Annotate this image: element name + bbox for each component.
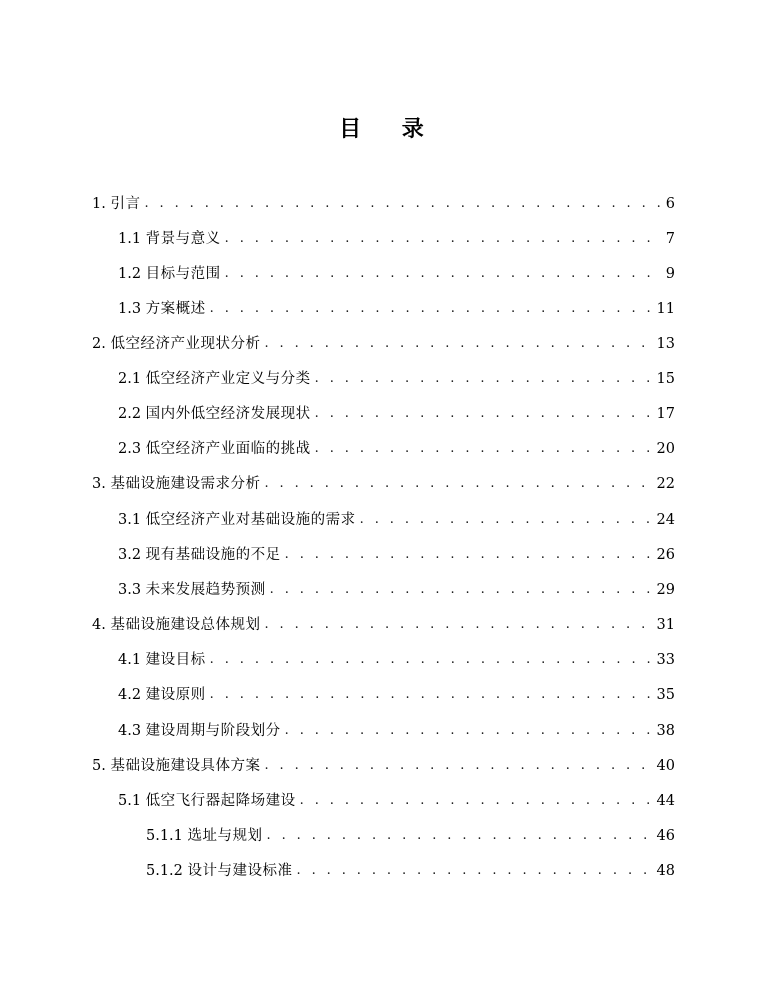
toc-entry-page: 17 (656, 406, 675, 422)
toc-entry-4-3[interactable] (118, 719, 675, 743)
toc-entry-number: 2. (92, 336, 111, 352)
toc-dot-leader (300, 789, 651, 813)
toc-entry-3-2[interactable] (118, 543, 675, 567)
toc-entry-number: 2.3 (118, 441, 146, 457)
toc-dot-leader (210, 683, 651, 707)
toc-entry-3[interactable] (92, 472, 675, 496)
toc-entry-number: 3.1 (118, 512, 146, 528)
toc-entry-title: 建设周期与阶段划分 (145, 723, 281, 739)
toc-entry-page: 44 (656, 793, 675, 809)
toc-dot-leader (264, 472, 650, 496)
toc-entry-page: 11 (656, 301, 675, 317)
toc-entry-number: 1.1 (118, 231, 146, 247)
toc-entry-title: 基础设施建设总体规划 (110, 617, 261, 633)
toc-entry-number: 5.1 (118, 793, 146, 809)
toc-entry-page: 22 (656, 476, 675, 492)
toc-entry-title: 选址与规划 (187, 828, 263, 844)
toc-entry-number: 2.2 (118, 406, 146, 422)
toc-entry-page: 33 (656, 652, 675, 668)
toc-entry-page: 26 (656, 547, 675, 563)
toc-entry-5-1-1[interactable] (146, 824, 675, 848)
toc-entry-number: 3. (92, 476, 111, 492)
toc-entry-title: 低空经济产业面临的挑战 (145, 441, 311, 457)
toc-entry-5[interactable] (92, 754, 675, 778)
toc-title: 目 录 (339, 117, 426, 142)
toc-entry-1[interactable] (92, 192, 675, 216)
toc-entry-page: 46 (656, 828, 675, 844)
toc-dot-leader (225, 262, 660, 286)
toc-dot-leader (225, 227, 660, 251)
toc-entry-number: 1.2 (118, 266, 146, 282)
toc-entry-number: 5.1.1 (146, 828, 188, 844)
toc-entry-1-1[interactable] (118, 227, 675, 251)
toc-entry-title: 设计与建设标准 (187, 863, 293, 879)
toc-entry-1-3[interactable] (118, 297, 675, 321)
toc-entry-4-2[interactable] (118, 683, 675, 707)
toc-entry-5-1-2[interactable] (146, 859, 675, 883)
toc-entry-page: 6 (665, 196, 675, 212)
toc-dot-leader (315, 437, 651, 461)
toc-entry-page: 13 (656, 336, 675, 352)
toc-entry-page: 20 (656, 441, 675, 457)
toc-dot-leader (264, 754, 650, 778)
toc-entry-4[interactable] (92, 613, 675, 637)
toc-entry-3-3[interactable] (118, 578, 675, 602)
toc-entry-number: 3.3 (118, 582, 146, 598)
toc-entry-1-2[interactable] (118, 262, 675, 286)
toc-entry-number: 4.3 (118, 723, 146, 739)
toc-entry-title: 背景与意义 (145, 231, 221, 247)
toc-entry-page: 15 (656, 371, 675, 387)
toc-entry-page: 7 (665, 231, 675, 247)
toc-entry-2-1[interactable] (118, 367, 675, 391)
toc-entry-page: 40 (656, 758, 675, 774)
toc-entry-title: 方案概述 (145, 301, 206, 317)
toc-dot-leader (267, 824, 651, 848)
toc-entry-page: 48 (656, 863, 675, 879)
toc-entry-title: 引言 (110, 196, 141, 212)
toc-dot-leader (360, 508, 651, 532)
toc-entry-number: 1. (92, 196, 111, 212)
toc-entry-number: 4.1 (118, 652, 146, 668)
toc-dot-leader (264, 613, 650, 637)
toc-entry-title: 低空飞行器起降场建设 (145, 793, 296, 809)
toc-entry-number: 1.3 (118, 301, 146, 317)
toc-entry-title: 低空经济产业定义与分类 (145, 371, 311, 387)
toc-entry-title: 国内外低空经济发展现状 (145, 406, 311, 422)
toc-entry-page: 29 (656, 582, 675, 598)
toc-entry-3-1[interactable] (118, 508, 675, 532)
toc-entry-number: 3.2 (118, 547, 146, 563)
toc-entry-page: 9 (665, 266, 675, 282)
toc-dot-leader (264, 332, 650, 356)
toc-dot-leader (315, 367, 651, 391)
toc-entry-title: 未来发展趋势预测 (145, 582, 266, 598)
toc-dot-leader (285, 719, 651, 743)
toc-entry-title: 低空经济产业对基础设施的需求 (145, 512, 356, 528)
toc-entry-title: 现有基础设施的不足 (145, 547, 281, 563)
toc-entry-number: 5.1.2 (146, 863, 188, 879)
toc-entry-4-1[interactable] (118, 648, 675, 672)
toc-entry-number: 4.2 (118, 687, 146, 703)
toc-entry-number: 4. (92, 617, 111, 633)
toc-dot-leader (297, 859, 651, 883)
toc-entry-title: 基础设施建设具体方案 (110, 758, 261, 774)
toc-dot-leader (285, 543, 651, 567)
toc-entry-title: 低空经济产业现状分析 (110, 336, 261, 352)
toc-entry-5-1[interactable] (118, 789, 675, 813)
toc-entry-title: 建设目标 (145, 652, 206, 668)
toc-dot-leader (315, 402, 651, 426)
toc-entry-number: 5. (92, 758, 111, 774)
toc-dot-leader (270, 578, 651, 602)
toc-entry-number: 2.1 (118, 371, 146, 387)
toc-entry-title: 基础设施建设需求分析 (110, 476, 261, 492)
toc-entry-page: 24 (656, 512, 675, 528)
toc-entry-2-3[interactable] (118, 437, 675, 461)
toc-entry-page: 38 (656, 723, 675, 739)
toc-entry-title: 建设原则 (145, 687, 206, 703)
toc-dot-leader (210, 648, 651, 672)
toc-entry-page: 35 (656, 687, 675, 703)
toc-dot-leader (210, 297, 651, 321)
toc-entry-2-2[interactable] (118, 402, 675, 426)
toc-dot-leader (144, 192, 659, 216)
toc-entry-page: 31 (656, 617, 675, 633)
toc-entry-2[interactable] (92, 332, 675, 356)
toc-entry-title: 目标与范围 (145, 266, 221, 282)
